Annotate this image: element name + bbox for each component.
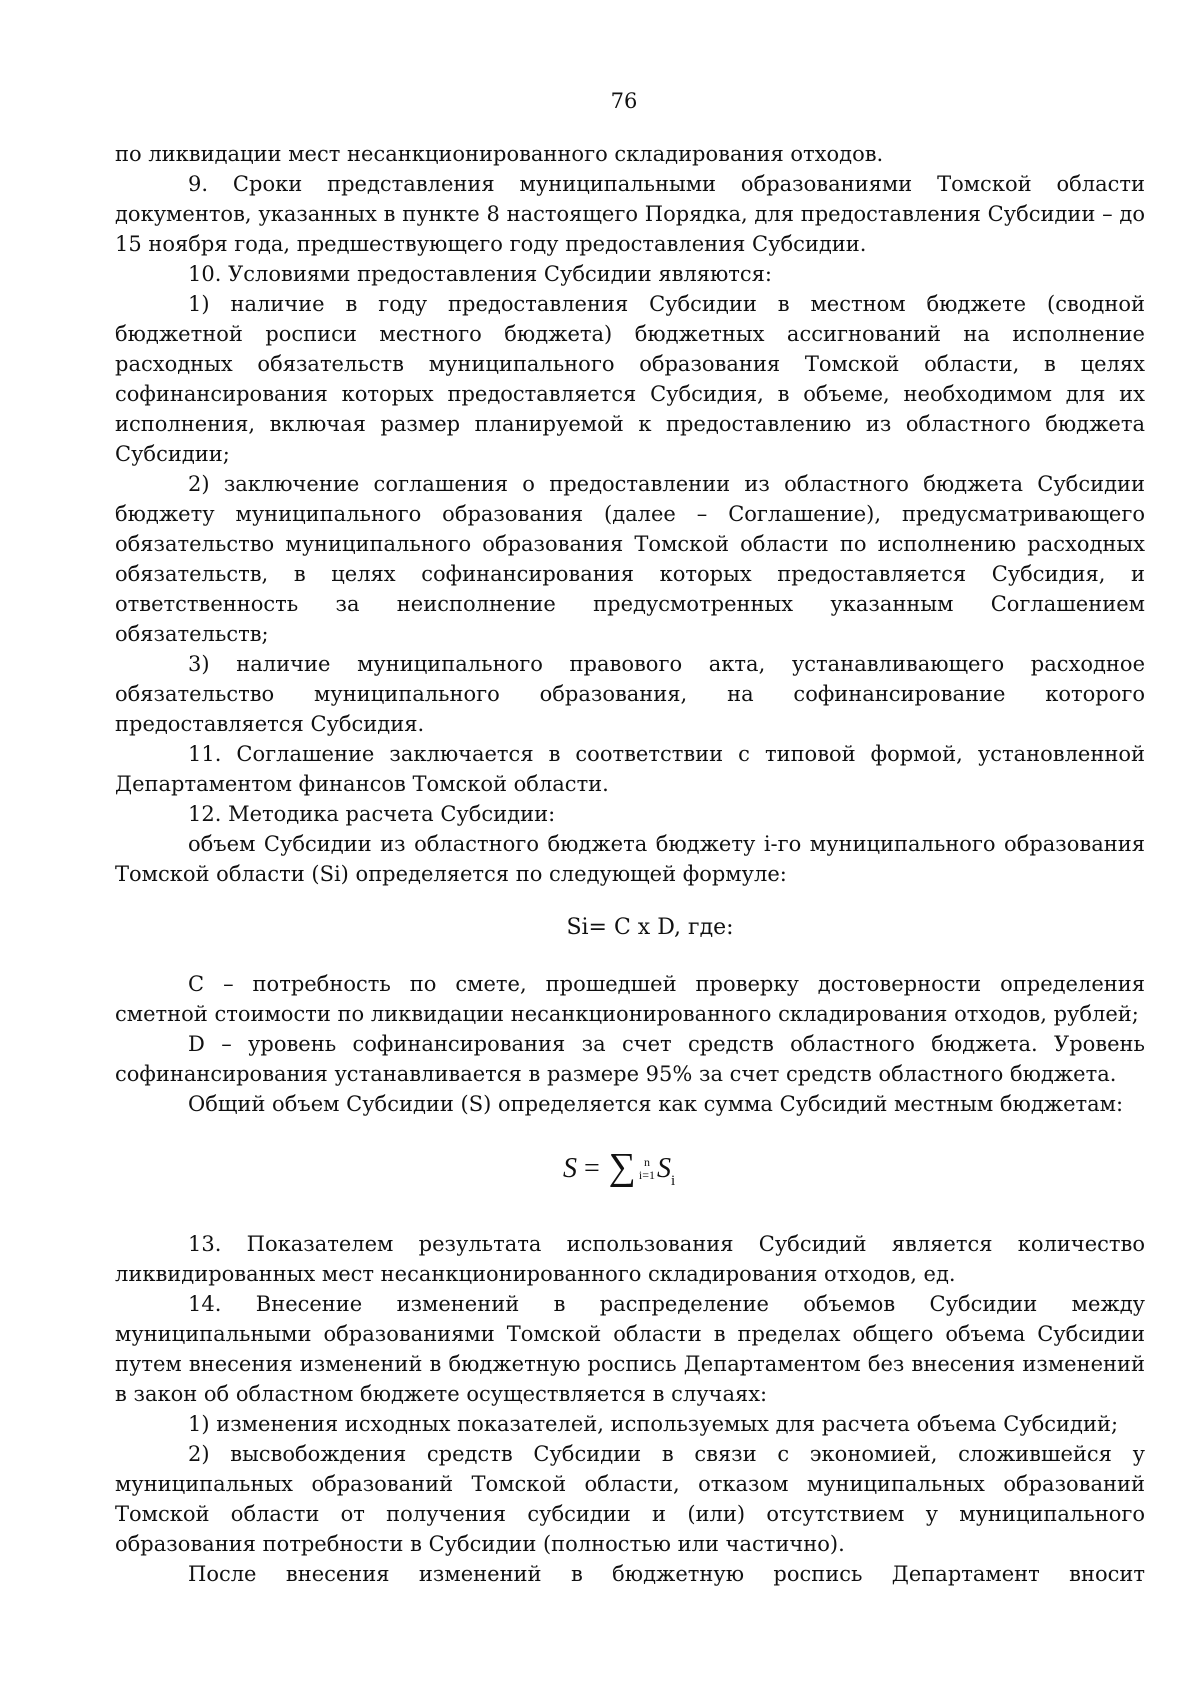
- formula-equals: =: [584, 1153, 600, 1184]
- sum-upper-limit: n: [643, 1154, 650, 1169]
- paragraph: объем Субсидии из областного бюджета бюджету i-го муниципального образования Томской области (Si) определяется по следующей формуле:: [115, 832, 1145, 886]
- paragraph-subitem-1: 1) наличие в году предоставления Субсидии в местном бюджете (сводной бюджетной росписи местного бюджета) бюджетных ассигнований на исполнение расходных обязательств муниципального образования Томской области, в целях софинансирования которых предоставляется Субсидия, в объеме, необходимом для их исполнения, включая размер планируемой к предоставлению из областного бюджета Субсидии;: [115, 292, 1145, 466]
- paragraph-subitem-2: 2) высвобождения средств Субсидии в связи с экономией, сложившейся у муниципальных образований Томской области, отказом муниципальных образований Томской области от получения субсидии и (или) отсутствием у муниципального образования потребности в Субсидии (полностью или частично).: [115, 1442, 1145, 1556]
- sum-limits: [639, 1156, 655, 1182]
- paragraph-item-13: 13. Показателем результата использования Субсидий является количество ликвидированных мест несанкционированного складирования отходов, ед.: [115, 1232, 1145, 1286]
- sum-lower-limit: i=1: [638, 1167, 655, 1182]
- paragraph-item-9: 9. Сроки представления муниципальными образованиями Томской области документов, указанных в пункте 8 настоящего Порядка, для предоставления Субсидии – до 15 ноября года, предшествующего году предоставления Субсидии.: [115, 172, 1145, 256]
- paragraph-item-12: 12. Методика расчета Субсидии:: [188, 802, 556, 826]
- page-number: 76: [610, 89, 638, 113]
- paragraph-subitem-3: 3) наличие муниципального правового акта, устанавливающего расходное обязательство муниципального образования, на софинансирование которого предоставляется Субсидия.: [115, 652, 1145, 736]
- paragraph-subitem-1: 1) изменения исходных показателей, используемых для расчета объема Субсидий;: [188, 1412, 1119, 1436]
- paragraph-item-14: 14. Внесение изменений в распределение объемов Субсидии между муниципальными образованиями Томской области в пределах общего объема Субсидии путем внесения изменений в бюджетную роспись Департаментом без внесения изменений в закон об областном бюджете осуществляется в случаях:: [115, 1292, 1145, 1406]
- formula-term-subscript: i: [671, 1173, 676, 1189]
- formula-si: Si= C x D, где:: [566, 915, 734, 940]
- paragraph-definition-d: D – уровень софинансирования за счет средств областного бюджета. Уровень софинансирования устанавливается в размере 95% за счет средств областного бюджета.: [115, 1032, 1145, 1086]
- paragraph: Общий объем Субсидии (S) определяется как сумма Субсидий местным бюджетам:: [188, 1092, 1124, 1116]
- paragraph: по ликвидации мест несанкционированного складирования отходов.: [115, 142, 884, 166]
- document-body: [115, 139, 1145, 1589]
- formula-term: S: [657, 1153, 671, 1184]
- formula-sum-expression: [563, 1145, 675, 1193]
- formula-lhs: S: [563, 1153, 577, 1184]
- paragraph-definition-c: C – потребность по смете, прошедшей проверку достоверности определения сметной стоимости по ликвидации несанкционированного складирования отходов, рублей;: [115, 972, 1145, 1026]
- paragraph: После внесения изменений в бюджетную роспись Департамент вносит: [188, 1562, 1145, 1586]
- paragraph-item-11: 11. Соглашение заключается в соответствии с типовой формой, установленной Департаментом финансов Томской области.: [115, 742, 1145, 796]
- paragraph-item-10: 10. Условиями предоставления Субсидии являются:: [188, 262, 772, 286]
- sum-sigma-icon: ∑: [608, 1146, 636, 1188]
- paragraph-subitem-2: 2) заключение соглашения о предоставлении из областного бюджета Субсидии бюджету муниципального образования (далее – Соглашение), предусматривающего обязательство муниципального образования Томской области по исполнению расходных обязательств, в целях софинансирования которых предоставляется Субсидия, и ответственность за неисполнение предусмотренных указанным Соглашением обязательств;: [115, 472, 1145, 646]
- formula-sum: [115, 1119, 1145, 1229]
